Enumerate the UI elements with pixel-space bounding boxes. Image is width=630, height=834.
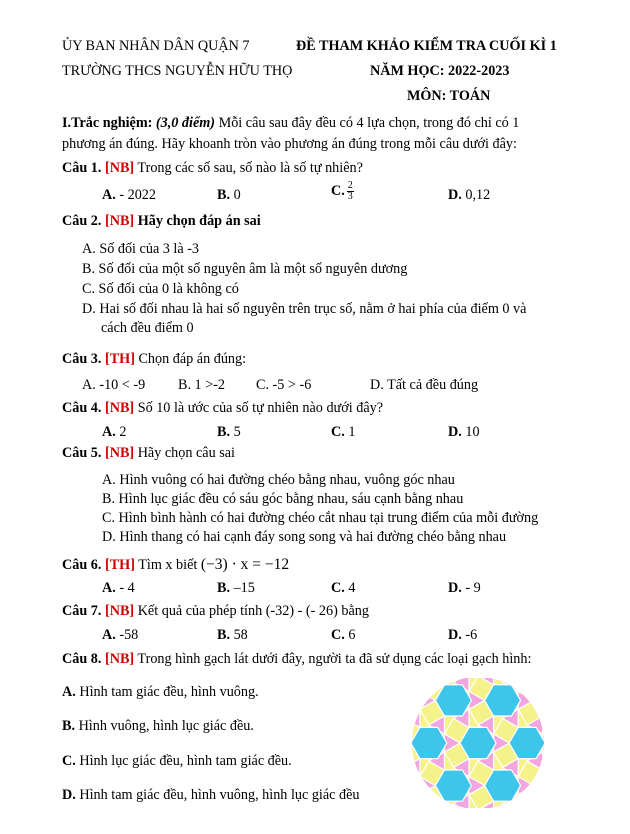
section-points: (3,0 điểm) [155,115,216,131]
triangle-tile [413,678,429,685]
square-tile [543,716,553,734]
triangle-tile [536,795,552,808]
square-tile [403,678,413,685]
q7-option-d[interactable]: D. -6 [448,627,478,643]
q3-option-c[interactable]: C. -5 > -6 [256,377,312,393]
q4-option-a[interactable]: A. 2 [102,424,127,440]
triangle-tile [512,678,528,685]
triangle-tile [403,795,404,808]
square-tile [403,804,413,808]
triangle-tile [527,801,543,808]
triangle-tile [403,759,404,777]
q1-option-d[interactable]: D. 0,12 [448,187,491,203]
q4-option-d[interactable]: D. 10 [448,424,480,440]
q2-option-d[interactable]: D. Hai số đối nhau là hai số nguyên trên trục số, nằm ở hai phía của điểm 0 và [82,301,527,317]
q8-option-d[interactable]: D. Hình tam giác đều, hình vuông, hình lục giác đều [62,787,360,803]
q2-option-a[interactable]: A. Số đối của 3 là -3 [82,241,200,257]
tiling-figure [403,678,553,808]
fraction: $\frac{2}{3}$ [347,180,353,202]
square-tile [543,752,553,770]
triangle-tile [403,678,404,691]
q6-option-a[interactable]: A. - 4 [102,580,135,596]
triangle-tile [403,734,413,752]
triangle-tile [552,678,553,691]
q3-option-a[interactable]: A. -10 < -9 [82,377,146,393]
triangle-tile [527,678,543,685]
square-tile [543,678,553,685]
triangle-tile [403,734,411,752]
q8-option-b[interactable]: B. Hình vuông, hình lục giác đều. [62,718,254,734]
q6-option-b[interactable]: B. –15 [217,580,255,596]
triangle-tile [413,801,429,808]
q3-option-d[interactable]: D. Tất cả đều đúng [370,377,479,393]
triangle-tile [429,801,445,808]
triangle-tile [552,795,553,808]
q5-option-c[interactable]: C. Hình bình hành có hai đường chéo cắt nhau tại trung điểm của mỗi đường [102,510,539,526]
question-2: Câu 2. [NB] Hãy chọn đáp án sai [62,213,261,229]
triangle-tile [552,709,553,727]
square-tile [543,718,553,743]
square-tile [420,678,438,691]
square-tile [494,801,512,808]
exam-title: ĐỀ THAM KHẢO KIỂM TRA CUỐI KÌ 1 [296,38,557,54]
hexagon-tile [534,685,553,716]
q2-option-d-cont: cách đều điểm 0 [101,320,194,336]
q5-option-b[interactable]: B. Hình lục giác đều có sáu góc bằng nhau, sáu cạnh bằng nhau [102,491,464,507]
q4-option-b[interactable]: B. 5 [217,424,241,440]
school-year: NĂM HỌC: 2022-2023 [370,63,510,79]
triangle-tile [552,759,553,777]
section-heading: I.Trắc nghiệm: [62,115,153,131]
triangle-tile [404,795,420,808]
square-tile [536,804,553,808]
question-7: Câu 7. [NB] Kết quả của phép tính (-32) - (- 26) bằng [62,603,369,619]
q1-option-b[interactable]: B. 0 [217,187,241,203]
q8-option-c[interactable]: C. Hình lục giác đều, hình tam giác đều. [62,753,292,769]
square-tile [420,795,438,808]
triangle-tile [404,759,420,777]
q1-option-c[interactable]: C. $\frac{2}{3}$ [331,180,353,202]
triangle-tile [429,678,445,685]
hexagon-tile [403,685,422,716]
hexagon-tile [403,770,422,801]
q4-option-c[interactable]: C. 1 [331,424,356,440]
q2-option-b[interactable]: B. Số đối của một số nguyên âm là một số nguyên dương [82,261,408,277]
q1-option-a[interactable]: A. - 2022 [102,187,156,203]
square-tile [403,804,420,808]
question-5: Câu 5. [NB] Hãy chọn câu sai [62,445,235,461]
q5-option-d[interactable]: D. Hình thang có hai cạnh đáy song song và hai đường chéo bằng nhau [102,529,507,545]
question-4: Câu 4. [NB] Số 10 là ước của số tự nhiên nào dưới đây? [62,400,384,416]
instruction-line-1: Mỗi câu sau đây đều có 4 lựa chọn, trong đó chỉ có 1 [215,115,520,131]
q6-option-d[interactable]: D. - 9 [448,580,481,596]
triangle-tile [404,678,420,691]
square-tile [403,801,413,808]
question-6: Câu 6. [TH] Tìm x biết (−3) · x = −12 [62,556,290,573]
square-tile [543,804,553,808]
q3-option-b[interactable]: B. 1 >-2 [178,377,226,393]
square-tile [536,678,553,682]
triangle-tile [512,801,528,808]
q6-option-c[interactable]: C. 4 [331,580,356,596]
equation: (−3) · x = −12 [200,556,290,573]
q7-option-b[interactable]: B. 58 [217,627,248,643]
section-instructions [62,115,519,132]
triangle-tile [543,734,553,752]
triangle-tile [403,709,404,727]
q7-option-a[interactable]: A. -58 [102,627,139,643]
triangle-tile [545,734,553,752]
q8-option-a[interactable]: A. Hình tam giác đều, hình vuông. [62,684,259,700]
question-1: Câu 1. [NB] Trong các số sau, số nào là số tự nhiên? [62,160,363,176]
triangle-tile [536,678,552,691]
square-tile [403,752,413,770]
square-tile [518,795,536,808]
q7-option-c[interactable]: C. 6 [331,627,356,643]
square-tile [403,678,413,682]
square-tile [403,716,413,734]
question-3: Câu 3. [TH] Chọn đáp án đúng: [62,351,247,367]
square-tile [494,678,512,685]
square-tile [403,718,413,743]
q5-option-a[interactable]: A. Hình vuông có hai đường chéo bằng nhau, vuông góc nhau [102,472,455,488]
subject: MÔN: TOÁN [407,88,491,104]
square-tile [403,678,420,682]
square-tile [403,743,413,768]
q2-option-c[interactable]: C. Số đối của 0 là không có [82,281,239,297]
instruction-line-2: phương án đúng. Hãy khoanh tròn vào phương án đúng trong mỗi câu dưới đây: [62,136,517,152]
triangle-tile [404,709,420,727]
header-school: TRƯỜNG THCS NGUYỄN HỮU THỌ [62,63,293,79]
hexagon-tile [534,770,553,801]
header-district: ỦY BAN NHÂN DÂN QUẬN 7 [62,38,250,54]
square-tile [518,678,536,691]
square-tile [543,743,553,768]
square-tile [543,678,553,682]
square-tile [543,801,553,808]
question-8: Câu 8. [NB] Trong hình gạch lát dưới đây, người ta đã sử dụng các loại gạch hình: [62,651,532,667]
